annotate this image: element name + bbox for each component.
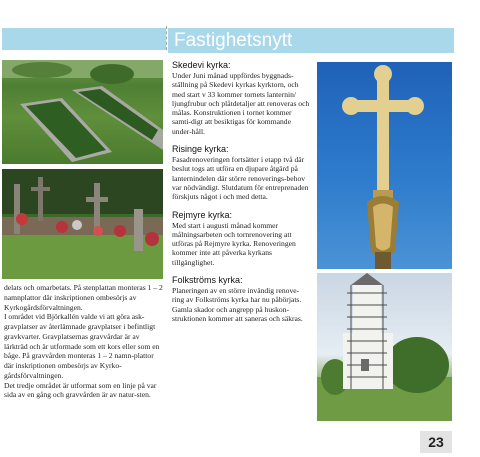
photo-cross-graves bbox=[2, 169, 163, 279]
page-number: 23 bbox=[420, 431, 452, 453]
photo-church-scaffolding bbox=[317, 273, 452, 421]
section-text-skedevi: Under Juni månad uppfördes byggnads-ställning på Skedevi kyrkas kyrktorn, och med start v 33 kommer tornets lanternin/ ljungfrubur och plåtdetaljer att renoveras och målas. Konstruktionen i tornet kommer samti-digt att besiktigas för kommande under-håll. bbox=[172, 71, 310, 136]
left-paragraph-2: I området vid Björkallén valde vi att göra ask-gravplatser av återlämnade gravplatser i befintligt gravkvarter. Gravplatsernas gravvårdar är av lärkträd och är utformade som ett kors eller som en båge. På gravvården monteras 1 – 2 namn-plattor där inskriptionen ombesörjs av Kyrko-gårdsförvaltningen. bbox=[4, 312, 160, 380]
photo-memorial-grove bbox=[2, 60, 163, 164]
left-header-bar bbox=[2, 28, 166, 50]
section-heading-risinge: Risinge kyrka: bbox=[172, 144, 229, 155]
left-column-text bbox=[4, 283, 164, 400]
section-text-rejmyre: Med start i augusti månad kommer målningsarbeten och tornrenovering att utföras på Rejmyre kyrka. Renoveringen kommer inte att påverka kyrkans tillgänglighet. bbox=[172, 220, 296, 267]
section-text-risinge: Fasadrenoveringen fortsätter i etapp två där beslut togs att utföra en djupare åtgärd på lanternindelen där större renoverings-behov var nödvändigt. Slutdatum för entreprenaden förskjuts något i och med detta. bbox=[172, 155, 309, 202]
news-column bbox=[172, 60, 310, 331]
section-heading-folkstrom: Folkströms kyrka: bbox=[172, 275, 243, 286]
section-heading-skedevi: Skedevi kyrka: bbox=[172, 60, 231, 70]
section-heading-rejmyre: Rejmyre kyrka: bbox=[172, 209, 233, 220]
section-text-folkstrom: Planeringen av en större invändig renove-ring av Folkströms kyrka har nu påbörjats. Gamla skador och angrepp på huskon-struktionen kommer att saneras och säkras. bbox=[172, 286, 303, 323]
column-divider bbox=[166, 26, 167, 50]
golden-cross-illustration bbox=[317, 62, 452, 269]
memorial-grove-illustration bbox=[2, 60, 163, 164]
left-paragraph-1: delats och omarbetats. På stenplattan monteras 1 – 2 namnplattor där inskriptionen ombesörjs av Kyrkogårdsförvaltningen. bbox=[4, 283, 163, 312]
page-title: Fastighetsnytt bbox=[174, 30, 293, 51]
photo-golden-cross bbox=[317, 62, 452, 269]
cross-graves-illustration bbox=[2, 169, 163, 279]
church-scaffolding-illustration bbox=[317, 273, 452, 421]
header-bar bbox=[168, 28, 454, 53]
left-paragraph-3: Det tredje området är utformat som en linje på var sida av en gång och gravvården är av natur-sten. bbox=[4, 380, 157, 400]
